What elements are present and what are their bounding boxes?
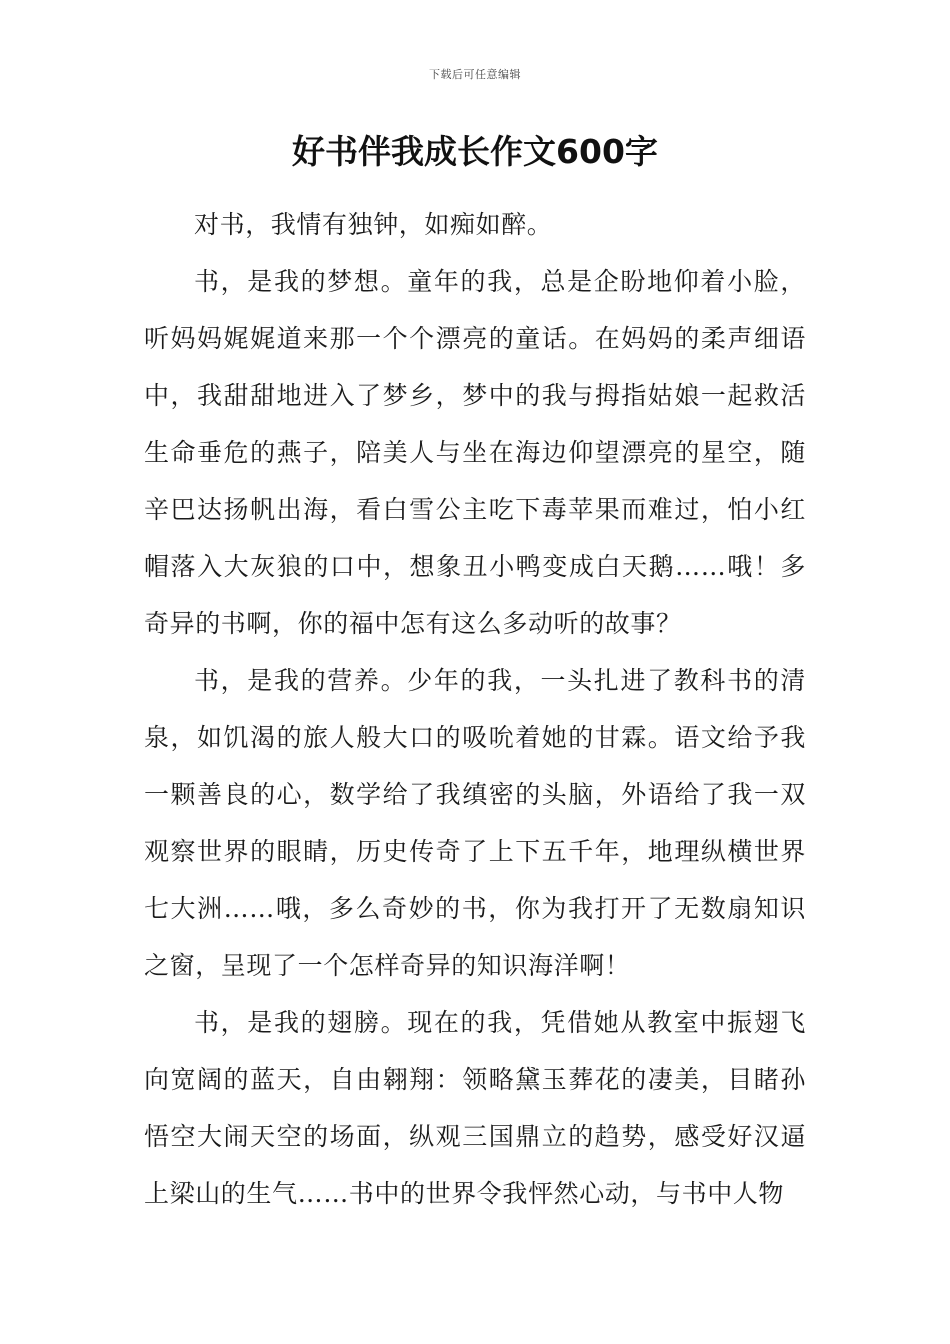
- page-title: 好书伴我成长作文600字: [292, 132, 658, 171]
- paragraph-3: 书，是我的营养。少年的我，一头扎进了教科书的清泉，如饥渴的旅人般大口的吸吮着她的甘霖。语文给予我一颗善良的心，数学给了我缜密的头脑，外语给了我一双观察世界的眼睛，历史传奇了上下五千年，地理纵横世界七大洲……哦，多么奇妙的书，你为我打开了无数扇知识之窗，呈现了一个怎样奇异的知识海洋啊！: [144, 666, 806, 980]
- essay-body: [144, 196, 806, 1222]
- header-note: 下载后可任意编辑: [429, 68, 521, 81]
- paragraph-1: 对书，我情有独钟，如痴如醉。: [194, 210, 553, 239]
- paragraph-2: 书，是我的梦想。童年的我，总是企盼地仰着小脸，听妈妈娓娓道来那一个个漂亮的童话。在妈妈的柔声细语中，我甜甜地进入了梦乡，梦中的我与拇指姑娘一起救活生命垂危的燕子，陪美人与坐在海边仰望漂亮的星空，随辛巴达扬帆出海，看白雪公主吃下毒苹果而难过，怕小红帽落入大灰狼的口中，想象丑小鸭变成白天鹅……哦！多奇异的书啊，你的福中怎有这么多动听的故事？: [144, 267, 806, 638]
- paragraph-4: 书，是我的翅膀。现在的我，凭借她从教室中振翅飞向宽阔的蓝天，自由翱翔：领略黛玉葬花的凄美，目睹孙悟空大闹天空的场面，纵观三国鼎立的趋势，感受好汉逼上梁山的生气……书中的世界令我怦然心动，与书中人物: [144, 1008, 806, 1208]
